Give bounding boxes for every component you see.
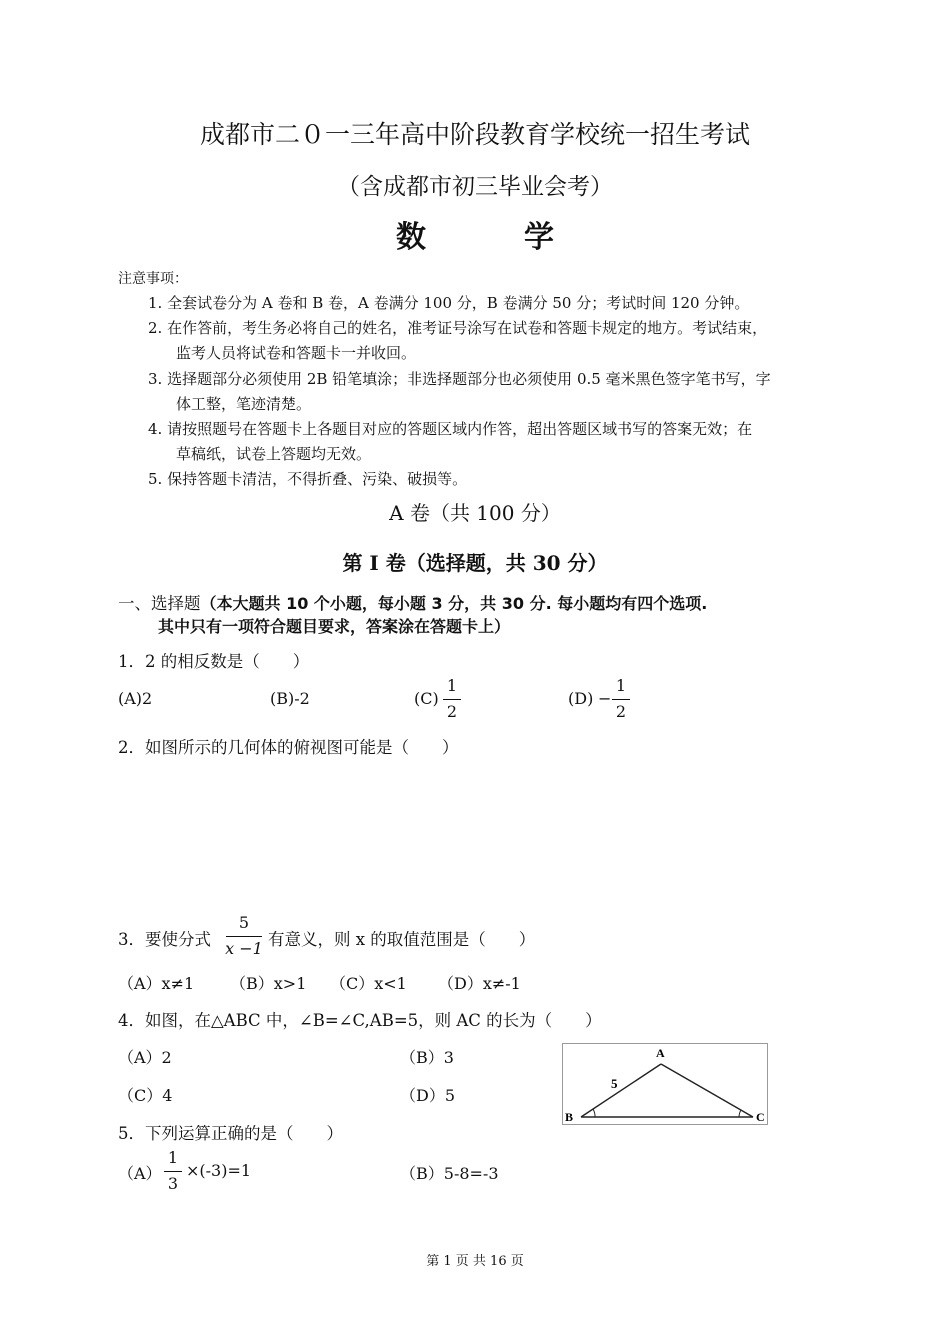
- fraction-numerator: 1: [167, 1148, 179, 1167]
- question-3-fraction: [224, 913, 264, 959]
- question-3-stem-post: 有意义，则 x 的取值范围是（ ）: [268, 930, 536, 949]
- page-footer: 第 1 页 共 16 页: [426, 1254, 524, 1269]
- notice-item: 3. 选择题部分必须使用 2B 铅笔填涂；非选择题部分也必须使用 0.5 毫米黑色签字笔书写，字: [148, 370, 771, 388]
- question-4-option-b: （B）3: [400, 1048, 454, 1067]
- subject-title: 数 学: [396, 220, 588, 255]
- question-4-stem: 4．如图，在△ABC 中，∠B=∠C,AB=5，则 AC 的长为（ ）: [118, 1011, 602, 1030]
- question-3-stem-pre: 3．要使分式: [118, 930, 211, 949]
- exam-subtitle: （含成都市初三毕业会考）: [337, 174, 613, 200]
- triangle-figure: [562, 1043, 768, 1125]
- question-1-option-a: (A)2: [118, 689, 153, 708]
- question-2-stem: 2．如图所示的几何体的俯视图可能是（ ）: [118, 738, 459, 757]
- notice-item: 监考人员将试卷和答题卡一并收回。: [176, 344, 417, 362]
- fraction-denominator: 2: [446, 702, 458, 721]
- question-3-option-a: （A）x≠1: [118, 974, 195, 993]
- question-type-desc-line2: 其中只有一项符合题目要求，答案涂在答题卡上）: [158, 617, 511, 636]
- fraction-bar: [612, 699, 630, 700]
- question-4-option-a: （A）2: [118, 1048, 172, 1067]
- question-5-option-b: （B）5-8=-3: [400, 1164, 499, 1183]
- fraction-bar: [443, 699, 461, 700]
- fraction-denominator: 3: [167, 1174, 179, 1193]
- vertex-b-label: B: [565, 1110, 574, 1124]
- question-3-option-b: （B）x>1: [230, 974, 307, 993]
- question-1-option-d-prefix: (D): [568, 689, 594, 708]
- question-1-option-b: (B)-2: [270, 689, 310, 708]
- question-4-option-c: （C）4: [118, 1086, 173, 1105]
- notice-item: 2. 在作答前，考生务必将自己的姓名，准考证号涂写在试卷和答题卡规定的地方。考试结束，: [148, 319, 768, 337]
- question-type-prefix: 一、选择题: [118, 594, 201, 613]
- fraction-bar: [226, 936, 262, 937]
- fraction-numerator: 1: [615, 676, 627, 695]
- question-3-option-c: （C）x<1: [330, 974, 407, 993]
- notice-item: 草稿纸，试卷上答题均无效。: [176, 445, 372, 463]
- notice-item: 4. 请按照题号在答题卡上各题目对应的答题区域内作答，超出答题区域书写的答案无效；在: [148, 420, 753, 438]
- fraction-numerator: 1: [446, 676, 458, 695]
- exam-title: 成都市二０一三年高中阶段教育学校统一招生考试: [199, 120, 750, 149]
- side-ab-length: 5: [611, 1076, 618, 1091]
- angle-c-mark: [739, 1110, 741, 1117]
- fraction-denominator: 2: [615, 702, 627, 721]
- question-1-option-c-fraction: [441, 676, 463, 722]
- question-5-stem: 5．下列运算正确的是（ ）: [118, 1124, 343, 1143]
- question-1-option-d-sign: −: [598, 689, 612, 708]
- question-1-stem: 1．2 的相反数是（ ）: [118, 652, 310, 671]
- question-3-option-d: （D）x≠-1: [438, 974, 521, 993]
- triangle-diagram: [563, 1044, 767, 1124]
- question-1-option-d-fraction: [610, 676, 632, 722]
- notice-item: 体工整，笔迹清楚。: [176, 395, 312, 413]
- fraction-bar: [164, 1171, 182, 1172]
- notice-item: 1. 全套试卷分为 A 卷和 B 卷，A 卷满分 100 分，B 卷满分 50 分；考试时间 120 分钟。: [148, 294, 750, 312]
- fraction-numerator: 5: [238, 913, 250, 932]
- notice-item: 5. 保持答题卡清洁，不得折叠、污染、破损等。: [148, 470, 468, 488]
- paper-a-heading: A 卷（共 100 分）: [389, 501, 561, 525]
- question-type-desc: （本大题共 10 个小题，每小题 3 分，共 30 分. 每小题均有四个选项.: [200, 594, 708, 613]
- side-ac: [661, 1064, 753, 1117]
- vertex-c-label: C: [756, 1110, 765, 1124]
- angle-b-mark: [593, 1109, 595, 1117]
- part-one-heading: 第 I 卷（选择题，共 30 分）: [342, 551, 608, 575]
- question-4-option-d: （D）5: [400, 1086, 456, 1105]
- question-5-option-a-expression: ×(-3)=1: [186, 1161, 252, 1180]
- notice-heading: 注意事项：: [118, 271, 188, 287]
- fraction-denominator: x −1: [225, 939, 263, 958]
- vertex-a-label: A: [656, 1046, 665, 1060]
- question-type-line1: [118, 590, 707, 614]
- question-5-option-a-prefix: （A）: [118, 1164, 162, 1183]
- question-5-option-a-fraction: [162, 1148, 184, 1194]
- question-1-option-c-prefix: (C): [414, 689, 439, 708]
